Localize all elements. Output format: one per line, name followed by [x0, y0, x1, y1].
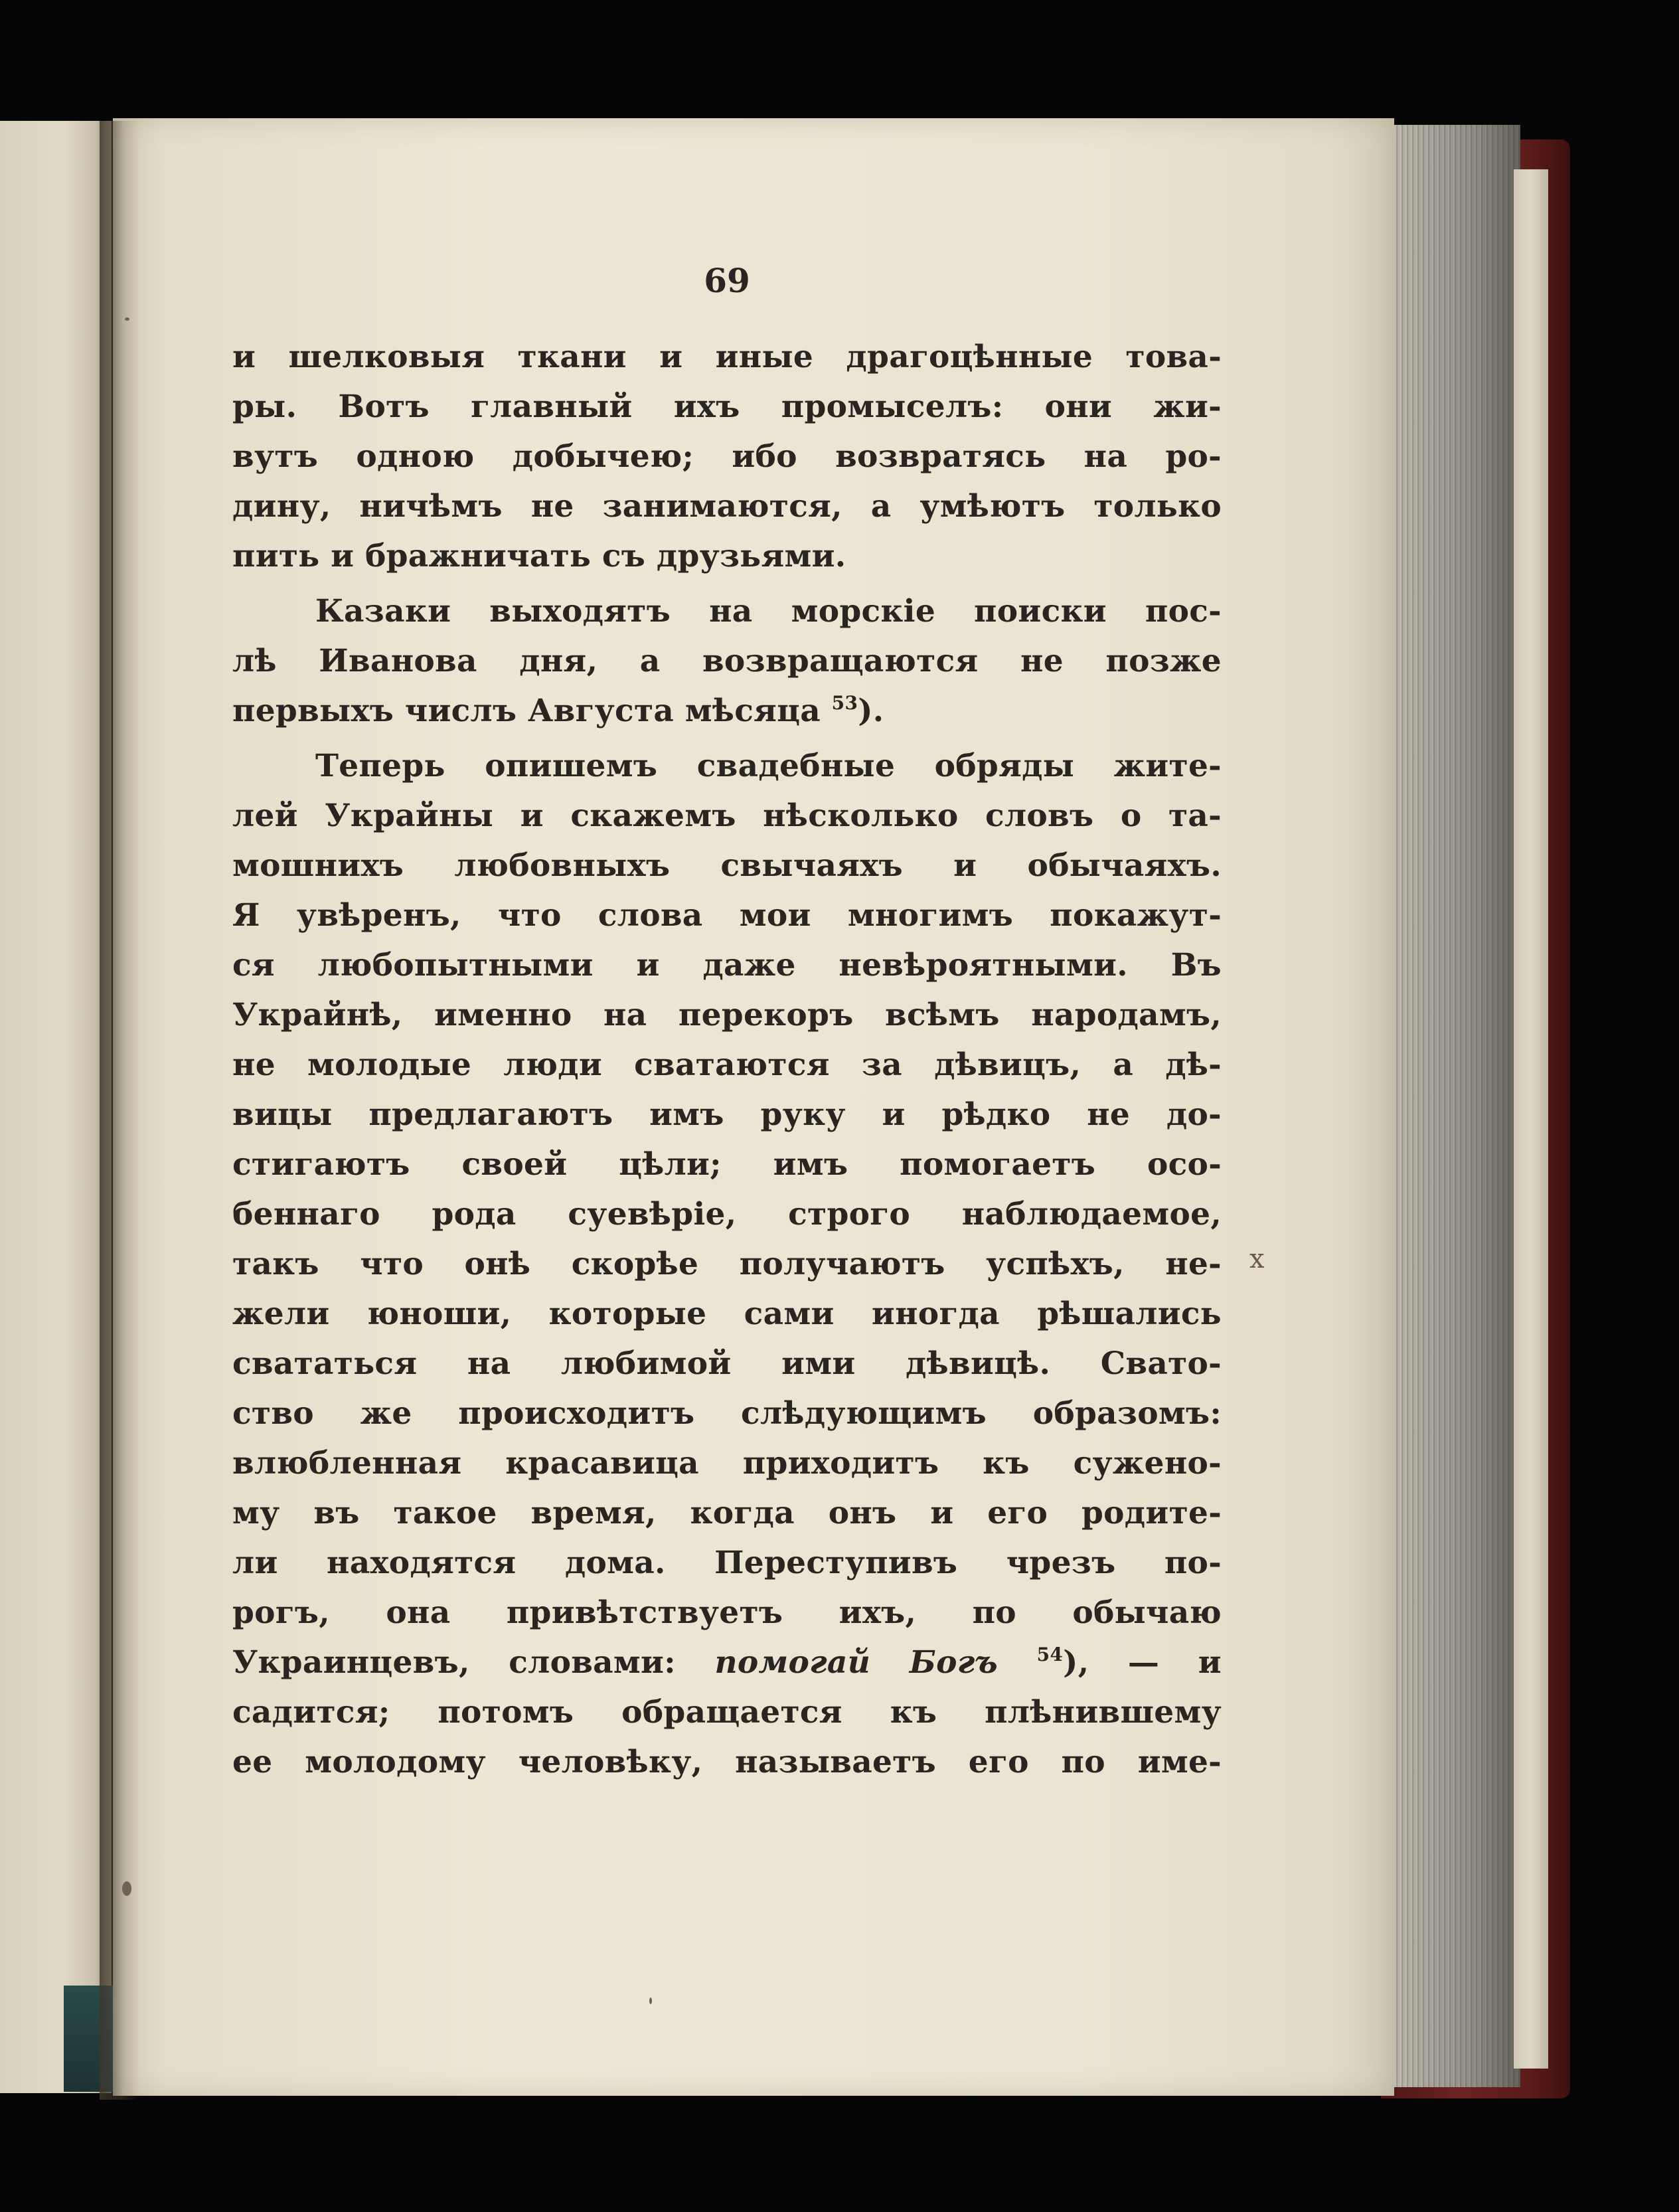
text-line: Теперь опишемъ свадебные обряды жите- — [315, 748, 1222, 784]
text-line: пить и бражничать съ друзьями. — [232, 538, 846, 574]
text-line: лей Украйны и скажемъ нѣсколько словъ о та- — [232, 798, 1222, 834]
text-line: такъ что онѣ скорѣе получаютъ успѣхъ, не- — [232, 1246, 1222, 1282]
right-page — [113, 118, 1394, 2096]
text-line: дину, ничѣмъ не занимаются, а умѣютъ только — [232, 488, 1222, 525]
text-line: ли находятся дома. Переступивъ чрезъ по- — [232, 1545, 1222, 1581]
paper-speck — [649, 1998, 652, 2004]
left-page-edge — [0, 121, 112, 2093]
text-line: вутъ одною добычею; ибо возвратясь на ро- — [232, 438, 1222, 475]
text-line: стигаютъ своей цѣли; имъ помогаетъ осо- — [232, 1146, 1222, 1183]
footnote-ref-54: 54 — [1036, 1644, 1064, 1665]
text-line: Украйнѣ, именно на перекоръ всѣмъ народамъ, — [232, 997, 1222, 1033]
text-fragment: ), — и — [1063, 1644, 1222, 1681]
text-line: свататься на любимой ими дѣвицѣ. Свато- — [232, 1345, 1222, 1382]
margin-mark: x — [1249, 1244, 1265, 1274]
page-edges-shadow — [1378, 125, 1520, 2087]
text-fragment: ). — [858, 693, 884, 729]
text-line: ся любопытными и даже невѣроятными. Въ — [232, 947, 1222, 983]
page-number: 69 — [704, 261, 750, 300]
text-line-with-footnote — [232, 1638, 1222, 1687]
text-line: лѣ Иванова дня, а возвращаются не позже — [232, 643, 1222, 679]
text-line: ство же происходитъ слѣдующимъ образомъ: — [232, 1395, 1222, 1432]
text-fragment: Украинцевъ, словами: — [232, 1644, 676, 1681]
endpaper — [1514, 169, 1548, 2069]
text-line: Казаки выходятъ на морскіе поиски пос- — [315, 593, 1222, 630]
text-line: Я увѣренъ, что слова мои многимъ покажут- — [232, 897, 1222, 934]
text-line: влюбленная красавица приходитъ къ сужено- — [232, 1445, 1222, 1482]
page-text — [232, 332, 1222, 1787]
text-line: жели юноши, которые сами иногда рѣшались — [232, 1296, 1222, 1332]
text-line: мошнихъ любовныхъ свычаяхъ и обычаяхъ. — [232, 847, 1222, 884]
text-line: му въ такое время, когда онъ и его родите- — [232, 1495, 1222, 1531]
text-line: вицы предлагаютъ имъ руку и рѣдко не до- — [232, 1096, 1222, 1133]
text-line: ее молодому человѣку, называетъ его по име- — [232, 1744, 1222, 1780]
text-line: беннаго рода суевѣріе, строго наблюдаемое, — [232, 1196, 1222, 1233]
text-line: садится; потомъ обращается къ плѣнившему — [232, 1694, 1222, 1731]
gutter-shadow — [100, 121, 139, 2100]
footnote-ref-53: 53 — [831, 692, 858, 714]
text-line-with-footnote — [232, 686, 1222, 736]
text-line: рогъ, она привѣтствуетъ ихъ, по обычаю — [232, 1594, 1222, 1631]
text-line: не молодые люди сватаются за дѣвицъ, а дѣ- — [232, 1047, 1222, 1083]
text-line: ры. Вотъ главный ихъ промыселъ: они жи- — [232, 388, 1222, 425]
text-line: и шелковыя ткани и иные драгоцѣнные това- — [232, 339, 1222, 375]
text-fragment: первыхъ числъ Августа мѣсяца — [232, 693, 821, 729]
italic-phrase: помогай Богъ — [714, 1644, 999, 1681]
